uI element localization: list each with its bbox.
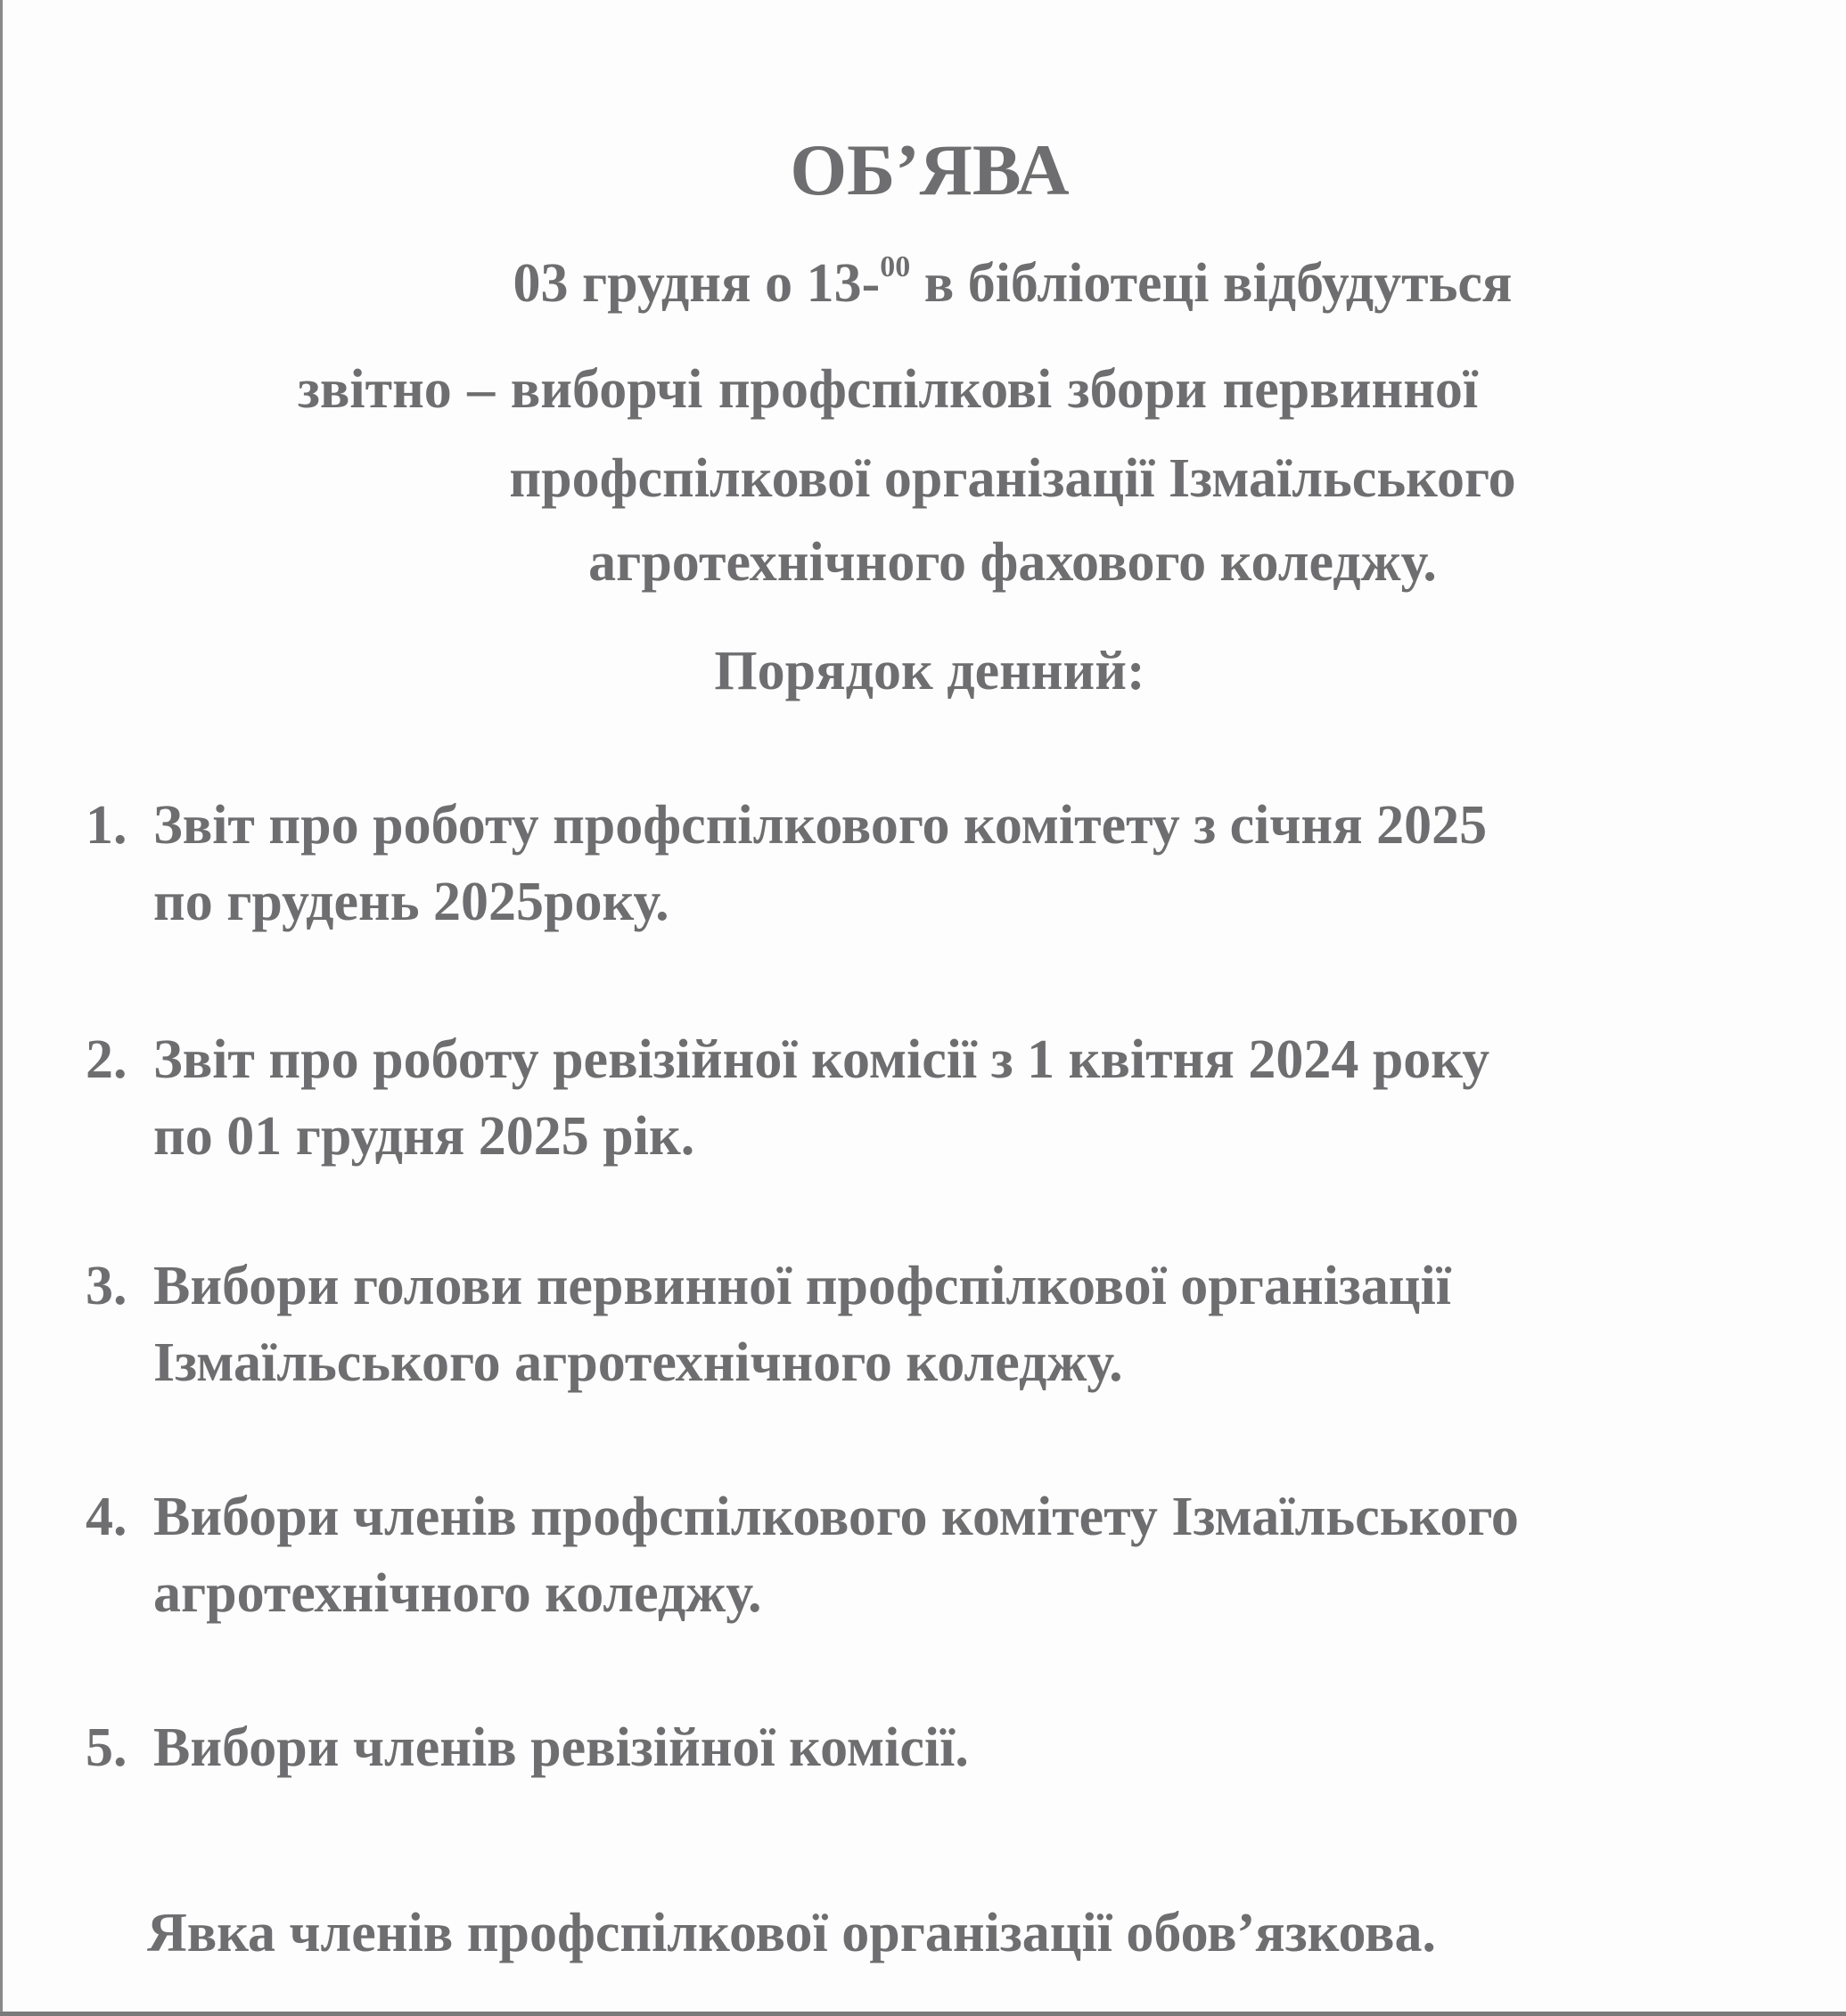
intro-location: в бібліотеці відбудуться bbox=[910, 253, 1513, 314]
agenda-item-text-line1: Вибори членів профспілкового комітету Ізмаїльського bbox=[153, 1487, 1519, 1547]
intro-line-2: звітно – виборчі профспілкові збори первинної bbox=[298, 359, 1479, 420]
agenda-item-text-line1: Звіт про роботу профспілкового комітету з січня 2025 bbox=[153, 795, 1488, 856]
agenda-item-text-line2: по грудень 2025року. bbox=[153, 872, 669, 932]
agenda-item-text-line1: Вибори голови первинної профспілкової організації bbox=[153, 1256, 1451, 1316]
agenda-item-number: 5. bbox=[86, 1717, 127, 1778]
agenda-item-number: 4. bbox=[86, 1487, 127, 1547]
intro-time-superscript: 00 bbox=[880, 250, 911, 283]
scan-border-bottom bbox=[0, 2012, 1846, 2016]
intro-line-4: агротехнічного фахового коледжу. bbox=[588, 532, 1437, 593]
intro-line-3: профспілкової організації Ізмаїльського bbox=[509, 448, 1516, 509]
agenda-heading: Порядок денний: bbox=[714, 641, 1145, 701]
agenda-item-text-line2: Ізмаїльського агротехнічного коледжу. bbox=[153, 1332, 1123, 1393]
agenda-item-number: 3. bbox=[86, 1256, 127, 1316]
scan-border-left bbox=[0, 0, 3, 2016]
intro-line-1 bbox=[513, 250, 1513, 314]
agenda-item-number: 1. bbox=[86, 795, 127, 856]
notice-title: ОБ’ЯВА bbox=[790, 129, 1070, 210]
agenda-item-text-line2: агротехнічного коледжу. bbox=[153, 1563, 762, 1624]
agenda-item-text-line2: по 01 грудня 2025 рік. bbox=[153, 1106, 695, 1167]
intro-date-time: 03 грудня о 13- bbox=[513, 253, 881, 314]
attendance-notice: Явка членів профспілкової організації обов’язкова. bbox=[147, 1903, 1436, 1963]
agenda-item-number: 2. bbox=[86, 1029, 127, 1090]
agenda-item-text-line1: Вибори членів ревізійної комісії. bbox=[153, 1717, 969, 1778]
agenda-item-text-line1: Звіт про роботу ревізійної комісії з 1 квітня 2024 року bbox=[153, 1029, 1490, 1090]
